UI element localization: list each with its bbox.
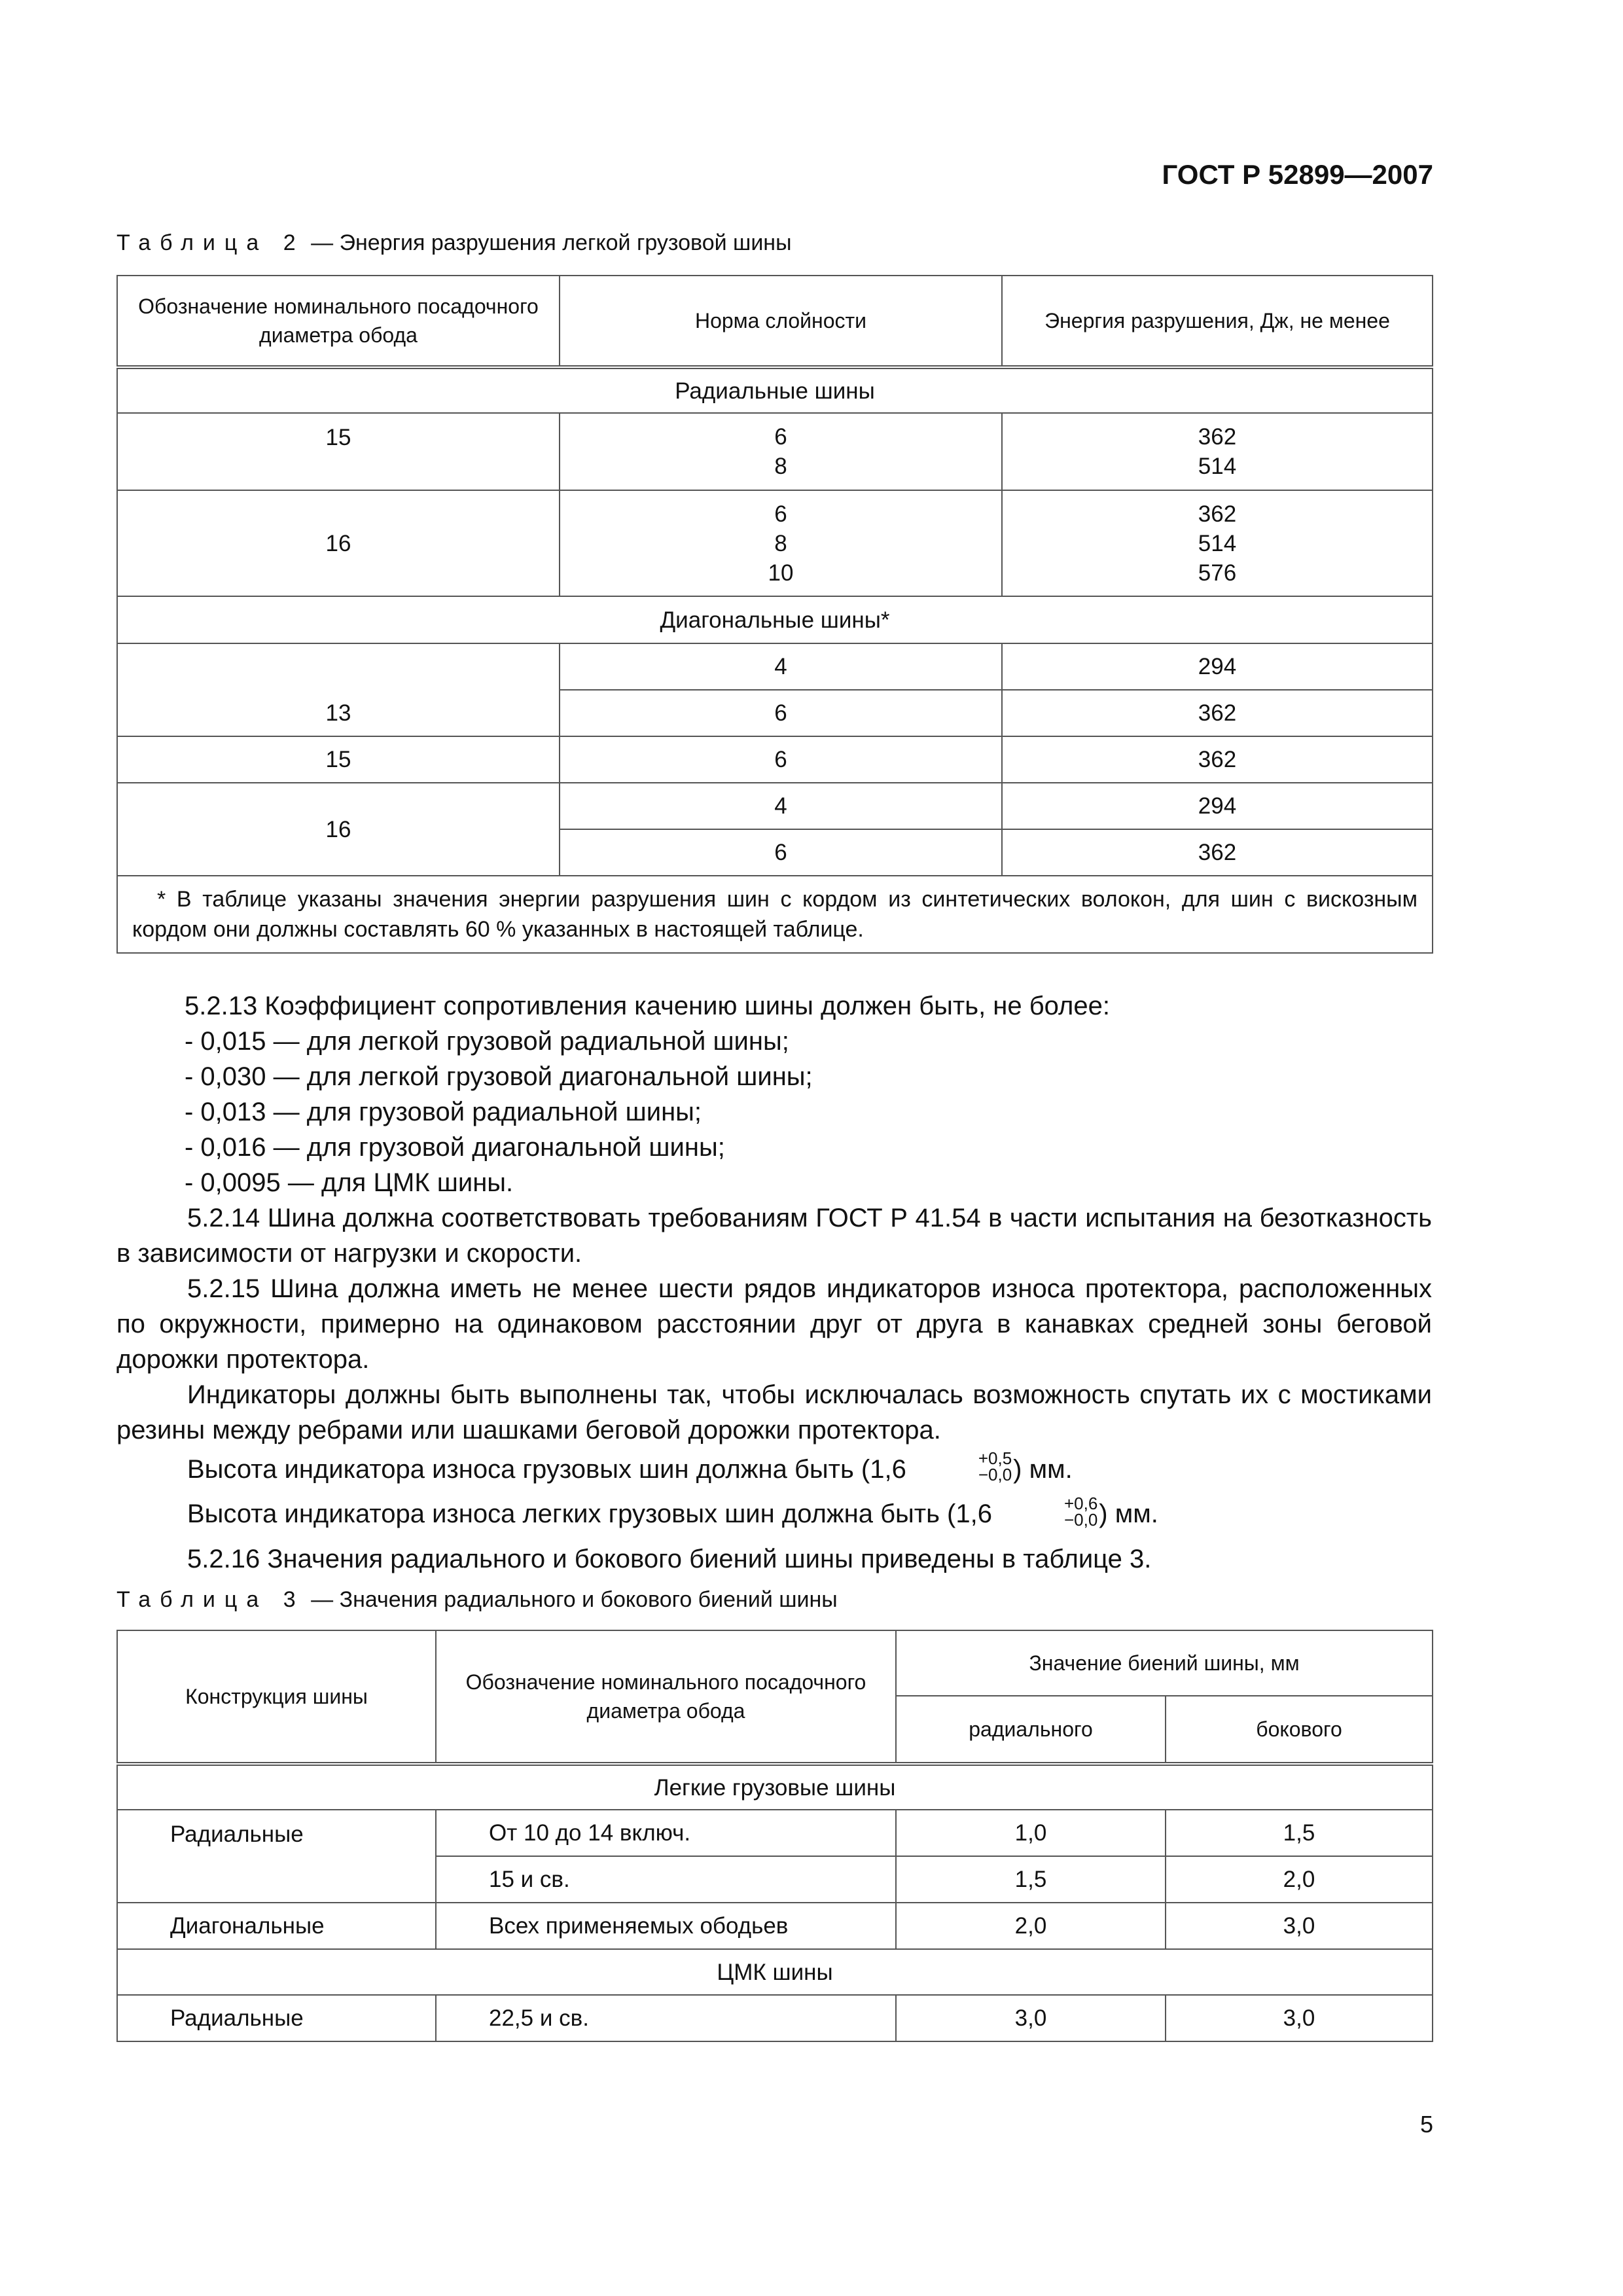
t2-plies-value: 10 [768, 560, 794, 586]
t2-plies-value: 8 [774, 530, 787, 556]
t3-cell-lateral: 2,0 [1166, 1856, 1433, 1903]
tolerance-lower: −0,0 [978, 1465, 1012, 1485]
t2-cell-diameter: 13 [117, 643, 560, 736]
t2-section-diagonal: Диагональные шины* [117, 596, 1433, 643]
table-row [117, 643, 1433, 690]
t2-energy-value: 362 [1198, 501, 1237, 527]
t3-cell-lateral: 1,5 [1166, 1810, 1433, 1856]
t3-cell-diameter: 22,5 и св. [436, 1995, 896, 2041]
t2-cell-plies: 6 [560, 736, 1002, 783]
t3-section-cmk: ЦМК шины [117, 1949, 1433, 1995]
table3-caption-text: — Значения радиального и бокового биений шины [304, 1587, 838, 1612]
t2-cell-energy: 362 [1002, 690, 1433, 736]
t2-footnote [117, 876, 1433, 953]
t2-header-plies: Норма слойности [560, 276, 1002, 367]
t3-cell-diameter: 15 и св. [436, 1856, 896, 1903]
t2-plies-value: 8 [774, 454, 787, 479]
t2-cell-plies: 6 [560, 690, 1002, 736]
table-row [117, 1810, 1433, 1856]
list-item: - 0,030 — для легкой грузовой диагональной шины; [185, 1062, 813, 1091]
table2 [116, 275, 1433, 954]
t2-cell-energy [1002, 413, 1433, 490]
tolerance-upper: +0,6 [1063, 1493, 1098, 1513]
table2-caption-text: — Энергия разрушения легкой грузовой шины [304, 230, 792, 255]
table-row [117, 1903, 1433, 1949]
t3-cell-radial: 2,0 [896, 1903, 1166, 1949]
t2-plies-value: 6 [774, 424, 787, 450]
t2-cell-energy: 294 [1002, 643, 1433, 690]
clause-5-2-13: 5.2.13 Коэффициент сопротивления качению шины должен быть, не более: [185, 992, 1110, 1020]
t3-cell-construction: Радиальные [117, 1995, 436, 2041]
list-item: - 0,015 — для легкой грузовой радиальной шины; [185, 1027, 789, 1056]
t2-plies-value: 6 [774, 501, 787, 527]
t2-energy-value: 514 [1198, 530, 1237, 556]
t2-cell-energy: 362 [1002, 829, 1433, 876]
table-row [117, 783, 1433, 829]
t2-cell-plies: 6 [560, 829, 1002, 876]
t3-header-runout: Значение биений шины, мм [896, 1630, 1433, 1696]
table-row [117, 490, 1433, 596]
t3-header-diameter: Обозначение номинального посадочного диаметра обода [436, 1630, 896, 1764]
t3-cell-radial: 1,0 [896, 1810, 1166, 1856]
t2-section-radial: Радиальные шины [117, 367, 1433, 413]
indicators-paragraph: Индикаторы должны быть выполнены так, чтобы исключалась возможность спутать их с мостиками резины между ребрами или шашками беговой дорожки протектора. [116, 1380, 1432, 1444]
t3-cell-radial: 3,0 [896, 1995, 1166, 2041]
t2-cell-plies: 4 [560, 643, 1002, 690]
table-row [117, 1995, 1433, 2041]
height-light-tolerance [993, 1493, 1098, 1530]
t2-header-diameter: Обозначение номинального посадочного диаметра обода [117, 276, 560, 367]
t3-header-radial: радиального [896, 1696, 1166, 1764]
table-row [117, 736, 1433, 783]
tolerance-upper: +0,5 [978, 1448, 1012, 1469]
t3-cell-construction: Диагональные [117, 1903, 436, 1949]
t3-cell-lateral: 3,0 [1166, 1995, 1433, 2041]
clause-5-2-15: 5.2.15 Шина должна иметь не менее шести рядов индикаторов износа протектора, расположенных по окружности, примерно на одинаковом расстоянии друг от друга в канавках средней зоны беговой дорожки протектора. [116, 1274, 1432, 1374]
table-row [117, 413, 1433, 490]
t2-footnote-text: * В таблице указаны значения энергии разрушения шин с кордом из синтетических волокон, для шин с вискозным кордом они должны составлять 60 % указанных в настоящей таблице. [132, 887, 1418, 942]
t2-cell-diameter: 15 [117, 736, 560, 783]
height-light-prefix: Высота индикатора износа легких грузовых шин должна быть (1,6 [187, 1499, 992, 1529]
t2-cell-plies [560, 490, 1002, 596]
height-truck-paragraph [116, 1448, 1432, 1487]
list-item: - 0,013 — для грузовой радиальной шины; [185, 1098, 702, 1126]
table3-caption-prefix: Таблица 3 [116, 1587, 305, 1612]
t2-cell-plies [560, 413, 1002, 490]
t3-cell-diameter: Всех применяемых ободьев [436, 1903, 896, 1949]
t2-cell-energy: 294 [1002, 783, 1433, 829]
height-truck-suffix: ) мм. [1013, 1455, 1073, 1484]
body-section-1 [116, 988, 1432, 1577]
t2-cell-diameter: 16 [117, 490, 560, 596]
t2-cell-energy [1002, 490, 1433, 596]
document-id: ГОСТ Р 52899—2007 [1162, 159, 1433, 190]
t3-header-lateral: бокового [1166, 1696, 1433, 1764]
table2-caption [116, 230, 792, 256]
t2-cell-plies: 4 [560, 783, 1002, 829]
tolerance-lower: −0,0 [1063, 1509, 1098, 1530]
t3-cell-construction: Радиальные [117, 1810, 436, 1903]
t2-energy-value: 362 [1198, 424, 1237, 450]
height-light-paragraph [116, 1493, 1432, 1532]
height-truck-prefix: Высота индикатора износа грузовых шин должна быть (1,6 [187, 1455, 906, 1484]
height-truck-tolerance [908, 1450, 1012, 1483]
list-item: - 0,0095 — для ЦМК шины. [185, 1168, 514, 1197]
clause-5-2-14: 5.2.14 Шина должна соответствовать требованиям ГОСТ Р 41.54 в части испытания на безотказность в зависимости от нагрузки и скорости. [116, 1204, 1432, 1268]
t2-header-energy: Энергия разрушения, Дж, не менее [1002, 276, 1433, 367]
t3-cell-lateral: 3,0 [1166, 1903, 1433, 1949]
clause-5-2-16: 5.2.16 Значения радиального и бокового биений шины приведены в таблице 3. [187, 1544, 1152, 1573]
t2-cell-diameter: 15 [117, 413, 560, 490]
t2-energy-value: 576 [1198, 560, 1237, 586]
t2-energy-value: 514 [1198, 454, 1237, 479]
t3-cell-radial: 1,5 [896, 1856, 1166, 1903]
t3-cell-diameter: От 10 до 14 включ. [436, 1810, 896, 1856]
t2-cell-diameter: 16 [117, 783, 560, 876]
page-number: 5 [1419, 2111, 1433, 2138]
table2-caption-prefix: Таблица 2 [116, 230, 305, 255]
table3-caption [116, 1587, 838, 1613]
t3-header-construction: Конструкция шины [117, 1630, 436, 1764]
list-item: - 0,016 — для грузовой диагональной шины; [185, 1133, 725, 1162]
t2-cell-energy: 362 [1002, 736, 1433, 783]
height-light-suffix: ) мм. [1099, 1499, 1158, 1529]
table3 [116, 1630, 1433, 2042]
t3-section-light: Легкие грузовые шины [117, 1764, 1433, 1810]
